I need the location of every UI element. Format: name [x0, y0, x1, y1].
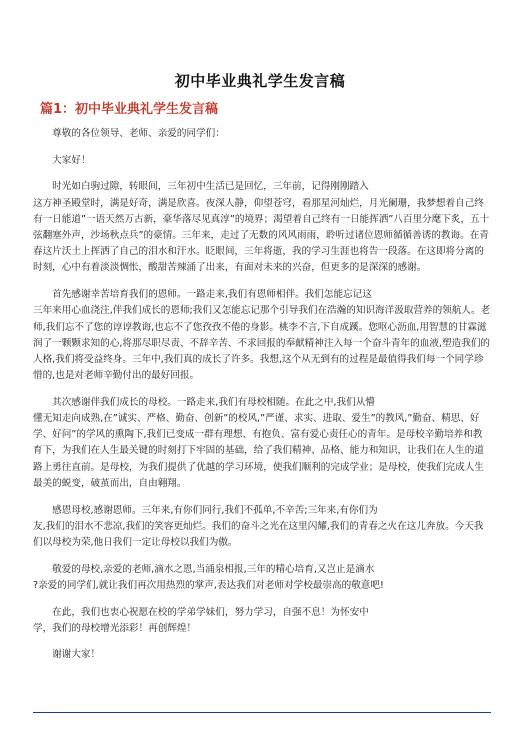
- paragraph-salutation: 尊敬的各位领导、老师、亲爱的同学们：: [33, 128, 225, 139]
- paragraph-time-passing: 时光如白驹过隙，转眼间，三年初中生活已是回忆，三年前，记得刚刚踏入 这方神圣殿堂时，满是好奇，满是欣喜。夜深人静，仰望苍穹，看那星河灿烂，月光阑珊，我梦想着自己终有一日能道”一语天然万古新，豪华落尽见真淳”的境界；渴望着自己终有一日能挥洒”八百里分麾下炙，五十弦翻塞外声，沙场秋点兵”的豪情。三年来，走过了无数的风风雨雨，聆听过诸位恩师循循善诱的教诲。在青春这片沃土上挥洒了自己的泪水和汗水。眨眼间，三年将逝，我的学习生涯也将告一段落。在这即将分离的时刻，心中有着淡淡惆怅，酸甜苦辣涌了出来，有面对未来的兴奋，但更多的是深深的感谢。: [33, 181, 490, 274]
- paragraph-greeting: 大家好！: [33, 154, 91, 166]
- document-title: 初中毕业典礼学生发言稿: [174, 72, 346, 90]
- paragraph-thank-teachers: 首先感谢幸苦培育我们的恩师。一路走来,我们有恩师相伴。我们怎能忘记这 三年来用心血浇注,伴我们成长的恩师;我们又怎能忘记那个引导我们在浩瀚的知识海洋汲取营养的领航人。老师,我们忘不了您的谆谆教诲,也忘不了您孜孜不倦的身影。桃李不言,下自成蹊。您呕心沥血,用智慧的甘霖滋润了一颗颗求知的心,将那尽职尽责、不辞辛苦、不求回报的奉献精神注入每一个奋斗青年的血液,塑造我们的人格,我们将受益终身。三年中,我们真的成长了许多。我想,这个从无到有的过程是最值得我们每一个同学珍惜的,也是对老师辛勤付出的最好回报。: [33, 289, 491, 382]
- paragraph-gratitude: 感恩母校,感谢恩师。三年来,有你们同行,我们不孤单,不辛苦;三年来,有你们为 友,我们的泪水不悲凉,我们的笑容更灿烂。我们的奋斗之光在这里闪耀,我们的青春之火在这儿奔放。今天我们以母校为荣,他日我们一定让母校以我们为傲。: [33, 504, 484, 548]
- paragraph-wishes: 在此，我们也衷心祝愿在校的学弟学妹们，努力学习，自强不息！为怀安中 学，我们的母校增光添彩！再创辉煌！: [33, 606, 369, 634]
- paragraph-respect: 敬爱的母校,亲爱的老师,滴水之恩,当涌泉相报,三年的精心培育,又岂止是滴水 ?亲爱的同学们,就让我们再次用热烈的掌声,表达我们对老师对学校最崇高的敬意吧!: [33, 563, 384, 591]
- paragraph-thank-school: 其次感谢伴我们成长的母校。一路走来,我们有母校相随。在此之中,我们从懵 懂无知走向成熟,在”诚实、严格、勤奋、创新”的校风,”严谨、求实、进取、爱生”的教风,”勤奋、精思、好学、好问”的学风的熏陶下,我们已变成一群有理想、有抱负、富有爱心责任心的青年。是母校辛勤培养和教育下，为我们在人生最关键的时刻打下牢固的基础，给了我们精神、品格、能力和知识，让我们在人生的道路上勇往直前。是母校，为我们提供了优越的学习环境，使我们顺利的完成学业；是母校，使我们完成人生最美的蜕变，破茧而出，自由翱翔。: [33, 396, 484, 489]
- footer-divider: [33, 712, 491, 713]
- section-heading: 篇1：初中毕业典礼学生发言稿: [40, 102, 219, 117]
- document-body: [33, 126, 491, 674]
- paragraph-thanks: 谢谢大家！: [33, 649, 101, 661]
